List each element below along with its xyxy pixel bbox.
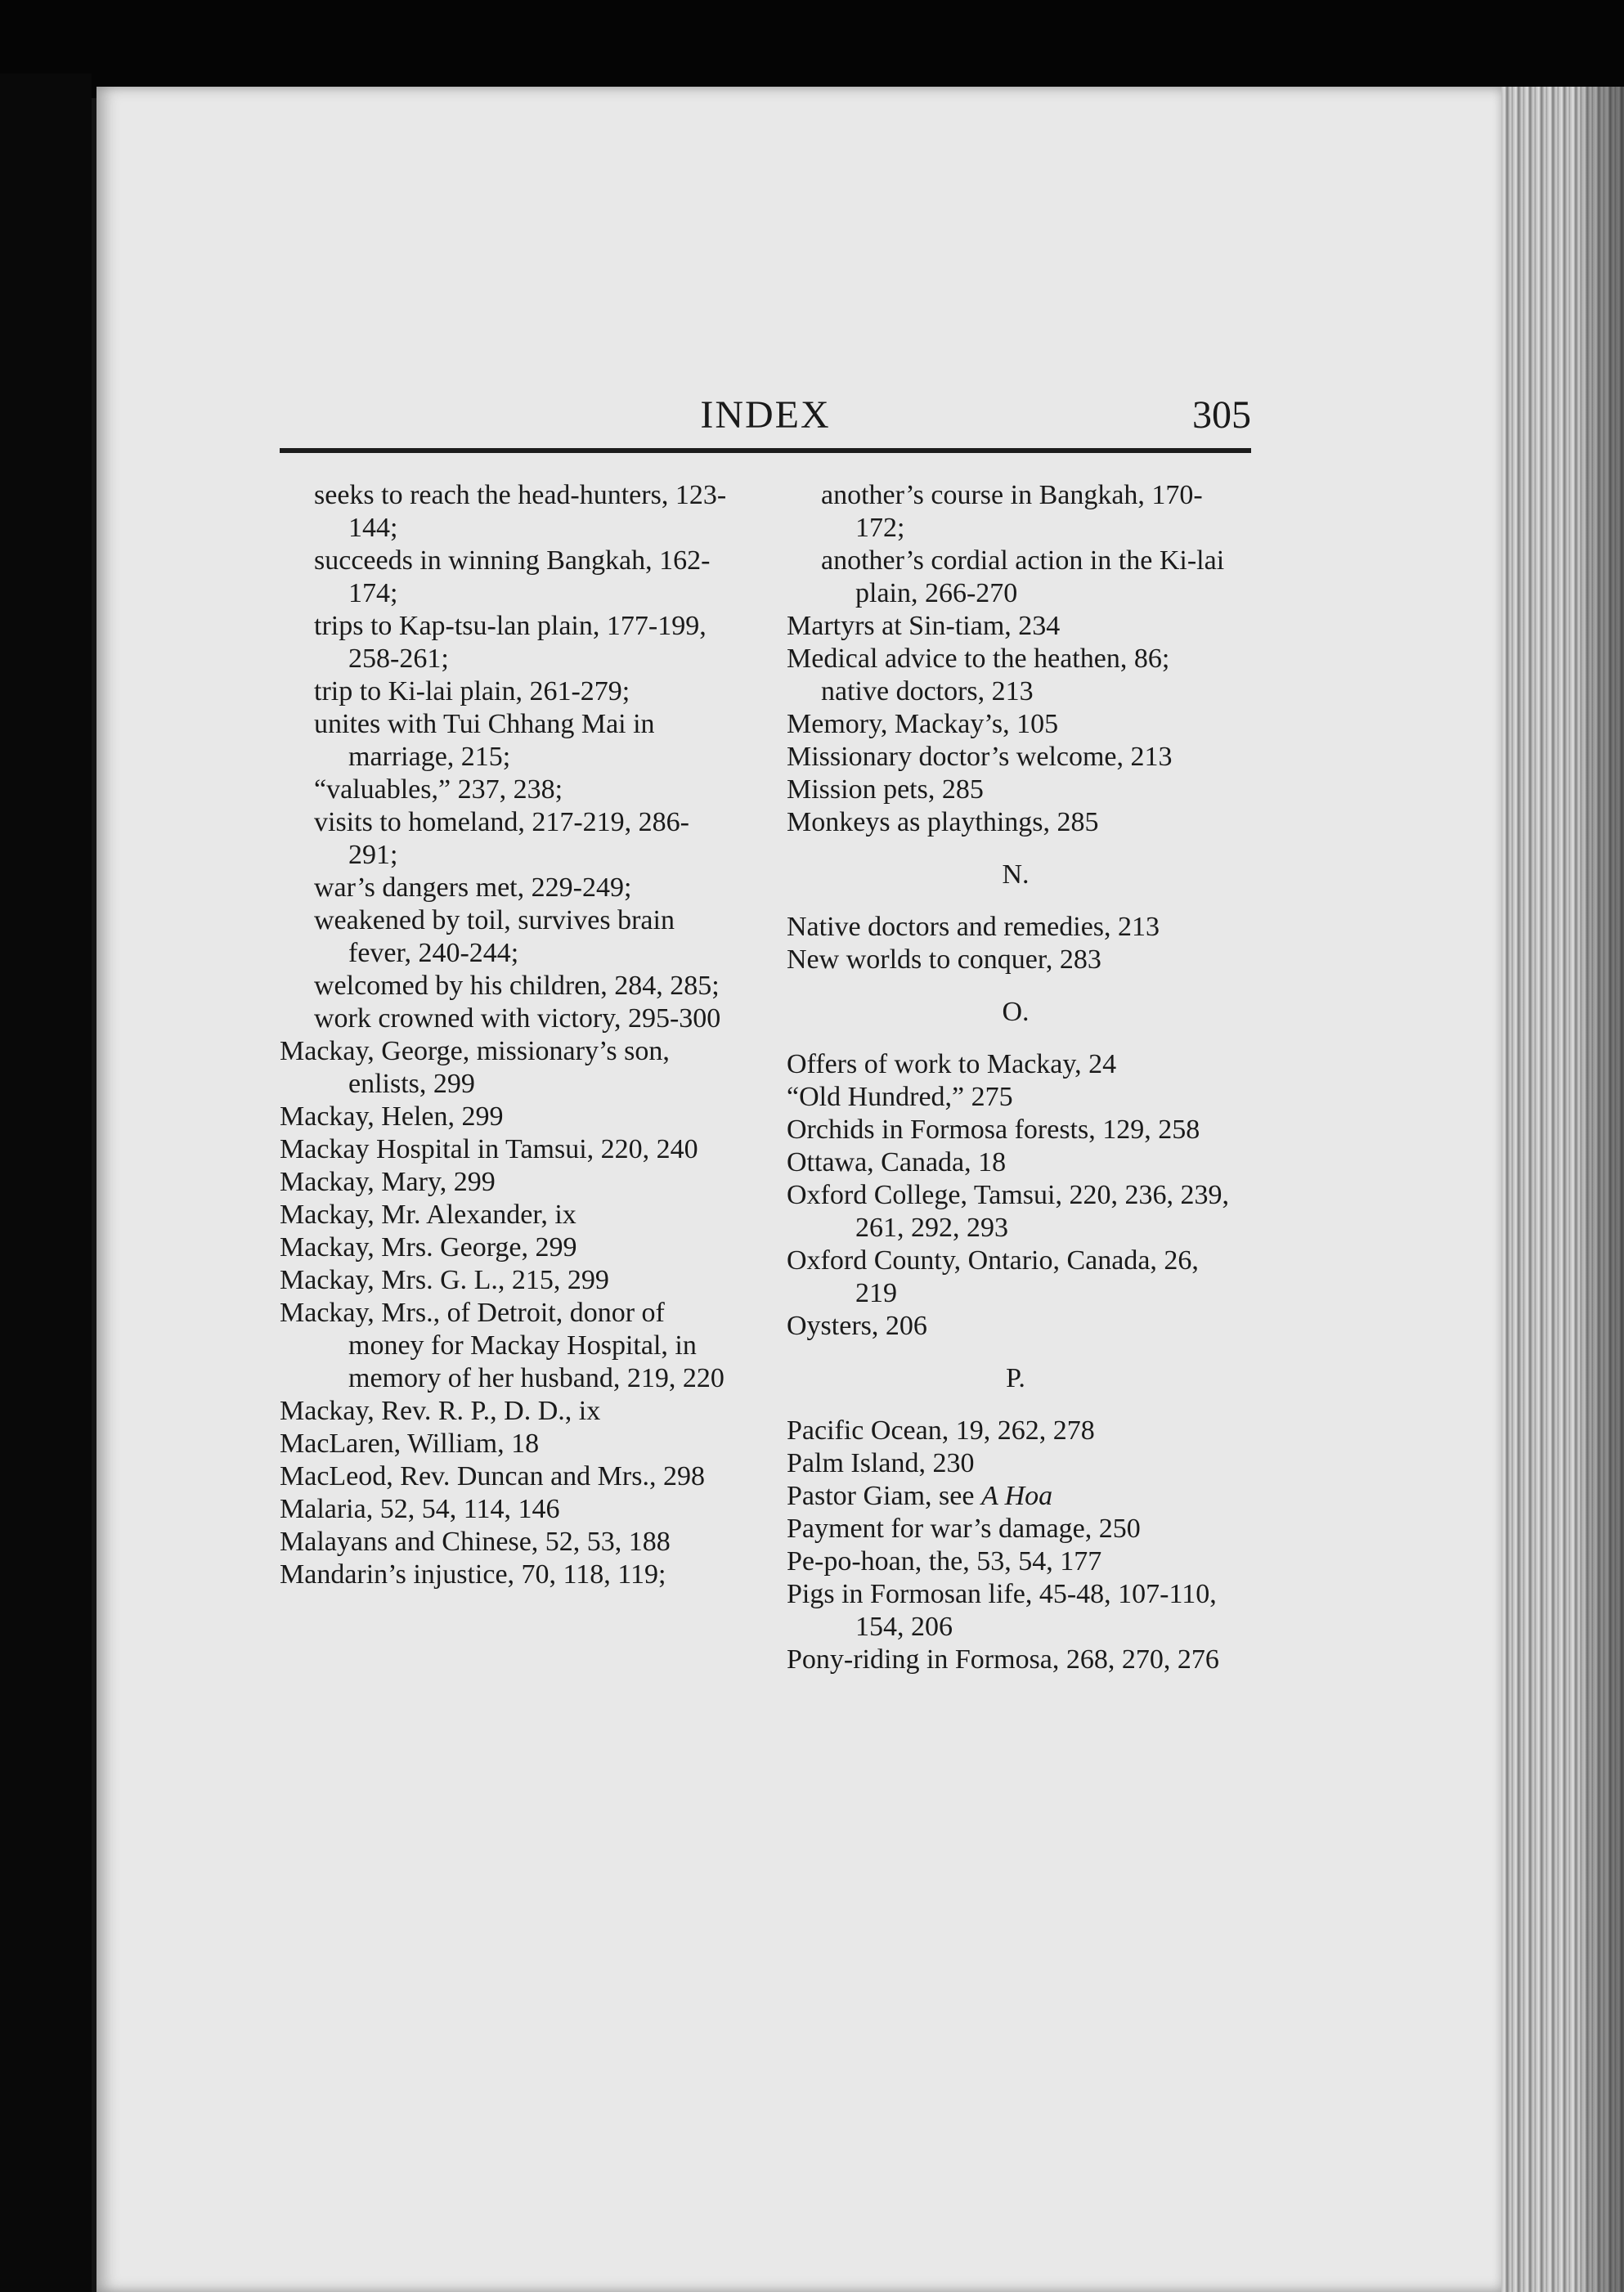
index-subentry [280, 545, 738, 610]
index-entry-italic: A Hoa [980, 1481, 1053, 1511]
index-entry [787, 1146, 1245, 1179]
index-entry-text: Mackay Hospital in Tamsui, 220, 240 [280, 1134, 698, 1164]
index-entry-text: Missionary doctor’s welcome, 213 [787, 742, 1173, 772]
index-subentry [280, 872, 738, 904]
index-entry-text: unites with Tui Chhang Mai in marriage, 215; [314, 709, 655, 772]
index-entry [280, 1035, 738, 1101]
index-entry [787, 1179, 1245, 1245]
index-entry [787, 1114, 1245, 1146]
index-entry-text: welcomed by his children, 284, 285; [314, 971, 720, 1001]
index-entry [787, 1415, 1245, 1447]
index-entry-text: Malayans and Chinese, 52, 53, 188 [280, 1527, 671, 1557]
index-subentry [280, 675, 738, 708]
index-subentry [280, 479, 738, 545]
index-entry [280, 1526, 738, 1559]
index-entry-text: Mackay, Mrs., of Detroit, donor of money for Mackay Hospital, in memory of her husband, 219, 220 [280, 1298, 725, 1393]
index-entry-text: Offers of work to Mackay, 24 [787, 1049, 1117, 1079]
index-entry-text: seeks to reach the head-hunters, 123-144; [314, 480, 727, 543]
index-entry [787, 1513, 1245, 1545]
page-edge-shadow [1580, 87, 1624, 2292]
index-entry [280, 1166, 738, 1199]
index-entry [787, 1480, 1245, 1513]
index-entry-text: Mackay, George, missionary’s son, enlists, 299 [280, 1036, 670, 1099]
index-entry [787, 944, 1245, 976]
index-letter-heading [787, 1362, 1245, 1395]
index-entry-text: Pigs in Formosan life, 45-48, 107-110, 154, 206 [787, 1579, 1217, 1642]
index-entry [280, 1101, 738, 1133]
index-entry-text: Monkeys as playthings, 285 [787, 807, 1099, 837]
index-subentry [280, 708, 738, 774]
header-title: INDEX [700, 393, 831, 437]
index-subentry [280, 970, 738, 1002]
index-subentry [280, 1002, 738, 1035]
index-entry-text: Pony-riding in Formosa, 268, 270, 276 [787, 1644, 1219, 1675]
index-entry-text: war’s dangers met, 229-249; [314, 872, 632, 903]
index-entry [280, 1231, 738, 1264]
index-entry [280, 1493, 738, 1526]
index-entry-text: Mandarin’s injustice, 70, 118, 119; [280, 1559, 666, 1590]
index-entry [787, 708, 1245, 741]
index-entry-text: succeeds in winning Bangkah, 162-174; [314, 545, 711, 608]
index-entry-text: O. [1002, 997, 1030, 1027]
index-entry [280, 1297, 738, 1395]
index-entry [787, 911, 1245, 944]
index-entry-text: trips to Kap-tsu-lan plain, 177-199, 258-261; [314, 611, 707, 674]
index-entry-text: Mackay, Mrs. G. L., 215, 299 [280, 1265, 609, 1295]
index-entry-text: “valuables,” 237, 238; [314, 774, 563, 805]
index-entry-text: Mission pets, 285 [787, 774, 984, 805]
index-letter-heading [787, 996, 1245, 1029]
index-entry-text: P. [1006, 1363, 1025, 1393]
index-subentry [787, 675, 1245, 708]
index-entry [280, 1264, 738, 1297]
header-page-number: 305 [1192, 393, 1251, 437]
index-entry [787, 1644, 1245, 1676]
index-entry-text: Pacific Ocean, 19, 262, 278 [787, 1415, 1095, 1446]
index-entry [787, 741, 1245, 774]
index-entry [280, 1133, 738, 1166]
index-entry-text: Payment for war’s damage, 250 [787, 1514, 1141, 1544]
index-entry [280, 1428, 738, 1460]
index-entry [787, 1578, 1245, 1644]
index-entry-text: Native doctors and remedies, 213 [787, 912, 1160, 942]
index-subentry [787, 545, 1245, 610]
index-entry-text: Mackay, Mary, 299 [280, 1167, 496, 1197]
index-entry-text: N. [1002, 859, 1030, 890]
index-entry-text: MacLeod, Rev. Duncan and Mrs., 298 [280, 1461, 705, 1491]
index-entry-text: Martyrs at Sin-tiam, 234 [787, 611, 1061, 641]
header-rule [280, 448, 1251, 453]
index-entry-text: Pe-po-hoan, the, 53, 54, 177 [787, 1546, 1102, 1577]
index-entry-text: New worlds to conquer, 283 [787, 944, 1101, 975]
index-entry-text: Medical advice to the heathen, 86; [787, 644, 1170, 674]
index-entry [787, 1081, 1245, 1114]
index-entry-text: Malaria, 52, 54, 114, 146 [280, 1494, 560, 1524]
index-entry-text: Oxford County, Ontario, Canada, 26, 219 [787, 1245, 1199, 1308]
index-entry [787, 643, 1245, 675]
index-entry-text: another’s cordial action in the Ki-lai plain, 266-270 [821, 545, 1225, 608]
index-entry [787, 1310, 1245, 1343]
scan-top-border [0, 0, 1624, 98]
index-letter-heading [787, 859, 1245, 891]
index-column-right [787, 479, 1245, 1676]
index-subentry [280, 610, 738, 675]
index-entry-text: Memory, Mackay’s, 105 [787, 709, 1059, 739]
index-entry-text: Ottawa, Canada, 18 [787, 1147, 1007, 1177]
running-header [280, 384, 1251, 450]
index-entry-text: visits to homeland, 217-219, 286-291; [314, 807, 689, 870]
index-entry-text: Palm Island, 230 [787, 1448, 975, 1478]
index-entry [280, 1559, 738, 1591]
index-entry-text: MacLaren, William, 18 [280, 1429, 540, 1459]
index-entry-text: work crowned with victory, 295-300 [314, 1003, 721, 1034]
index-entry [787, 610, 1245, 643]
index-entry [787, 1447, 1245, 1480]
index-entry-text: Mackay, Mrs. George, 299 [280, 1232, 577, 1263]
index-entry-text: another’s course in Bangkah, 170-172; [821, 480, 1203, 543]
index-entry [280, 1199, 738, 1231]
index-entry-text: native doctors, 213 [821, 676, 1034, 706]
index-entry-text: Mackay, Helen, 299 [280, 1101, 504, 1132]
index-entry-text: weakened by toil, survives brain fever, 240-244; [314, 905, 675, 968]
index-entry-text: trip to Ki-lai plain, 261-279; [314, 676, 630, 706]
index-entry [280, 1395, 738, 1428]
index-entry-text: Oysters, 206 [787, 1311, 927, 1341]
index-entry-text: Mackay, Rev. R. P., D. D., ix [280, 1396, 601, 1426]
index-entry-text: “Old Hundred,” 275 [787, 1082, 1013, 1112]
index-subentry [280, 806, 738, 872]
scan-left-border [0, 74, 92, 2292]
index-entry-text: Oxford College, Tamsui, 220, 236, 239, 261, 292, 293 [787, 1180, 1229, 1243]
index-entry-text: Pastor Giam, see [787, 1481, 975, 1511]
index-column-left [280, 479, 738, 1591]
index-entry-text: Orchids in Formosa forests, 129, 258 [787, 1115, 1200, 1145]
index-subentry [787, 479, 1245, 545]
index-subentry [280, 904, 738, 970]
index-entry [787, 1245, 1245, 1310]
index-entry [280, 1460, 738, 1493]
index-subentry [280, 774, 738, 806]
index-entry [787, 806, 1245, 839]
index-entry [787, 774, 1245, 806]
index-entry-text: Mackay, Mr. Alexander, ix [280, 1200, 576, 1230]
index-entry [787, 1545, 1245, 1578]
index-entry [787, 1048, 1245, 1081]
